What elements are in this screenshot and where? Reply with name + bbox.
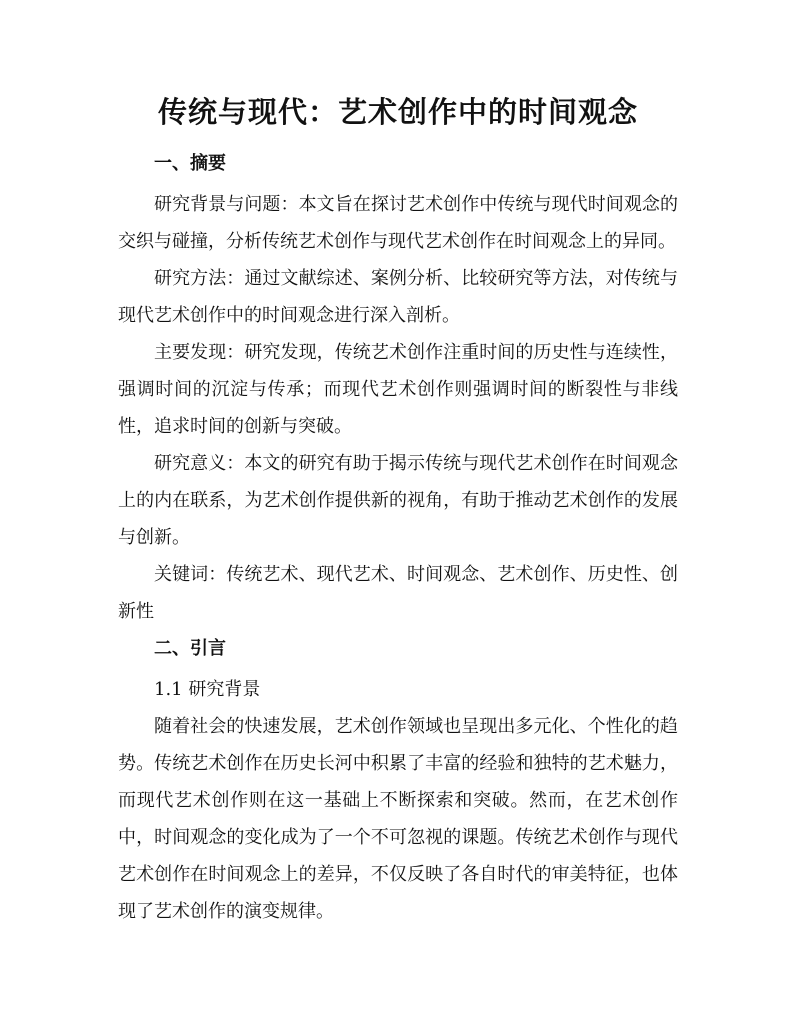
research-background-subheading: 1.1 研究背景 xyxy=(154,679,261,700)
abstract-methods-paragraph: 研究方法：通过文献综述、案例分析、比较研究等方法，对传统与现代艺术创作中的时间观念进行深入剖析。 xyxy=(118,268,678,326)
introduction-paragraph: 随着社会的快速发展，艺术创作领域也呈现出多元化、个性化的趋势。传统艺术创作在历史长河中积累了丰富的经验和独特的艺术魅力，而现代艺术创作则在这一基础上不断探索和突破。然而，在艺术创作中，时间观念的变化成为了一个不可忽视的课题。传统艺术创作与现代艺术创作在时间观念上的差异，不仅反映了各自时代的审美特征，也体现了艺术创作的演变规律。 xyxy=(118,716,678,922)
abstract-significance-paragraph: 研究意义：本文的研究有助于揭示传统与现代艺术创作在时间观念上的内在联系，为艺术创作提供新的视角，有助于推动艺术创作的发展与创新。 xyxy=(118,453,678,548)
abstract-heading: 一、摘要 xyxy=(154,153,226,174)
abstract-background-paragraph: 研究背景与问题：本文旨在探讨艺术创作中传统与现代时间观念的交织与碰撞，分析传统艺术创作与现代艺术创作在时间观念上的异同。 xyxy=(118,194,678,252)
abstract-findings-paragraph: 主要发现：研究发现，传统艺术创作注重时间的历史性与连续性，强调时间的沉淀与传承；而现代艺术创作则强调时间的断裂性与非线性，追求时间的创新与突破。 xyxy=(118,342,678,437)
document-title: 传统与现代：艺术创作中的时间观念 xyxy=(157,95,638,129)
keywords-paragraph: 关键词：传统艺术、现代艺术、时间观念、艺术创作、历史性、创新性 xyxy=(118,564,678,622)
introduction-heading: 二、引言 xyxy=(154,638,226,659)
document-page xyxy=(118,92,678,930)
